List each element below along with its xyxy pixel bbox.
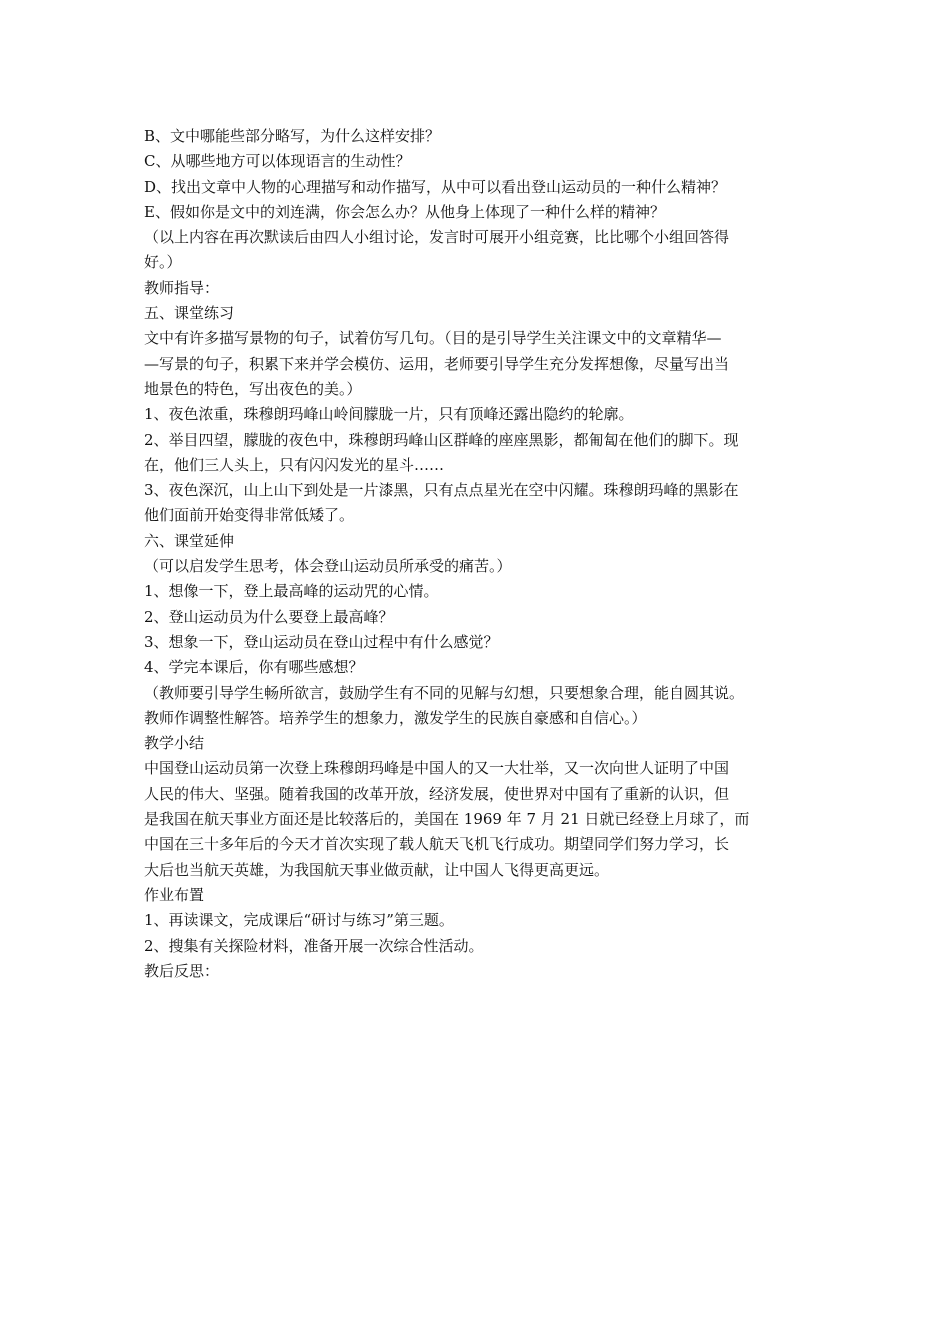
teacher-guidance-heading: 教师指导： — [144, 278, 220, 297]
summary-line-2: 人民的伟大、坚强。随着我国的改革开放，经济发展，使世界对中国有了重新的认识，但 — [144, 784, 730, 803]
homework-item-2: 2、搜集有关探险材料，准备开展一次综合性活动。 — [144, 936, 484, 955]
extension-item-1: 1、想像一下，登上最高峰的运动咒的心情。 — [144, 582, 439, 601]
practice-example-3-line-2: 他们面前开始变得非常低矮了。 — [144, 506, 355, 525]
section-heading-extension: 六、课堂延伸 — [144, 531, 235, 550]
extension-guidance-line-2: 教师作调整性解答。培养学生的想象力，激发学生的民族自豪感和自信心。） — [144, 708, 647, 727]
extension-item-3: 3、想象一下，登山运动员在登山过程中有什么感觉？ — [144, 632, 499, 651]
question-e: E、假如你是文中的刘连满，你会怎么办？从他身上体现了一种什么样的精神？ — [144, 202, 665, 221]
practice-intro-line-2: —写景的句子，积累下来并学会模仿、运用，老师要引导学生充分发挥想像，尽量写出当 — [144, 354, 730, 373]
section-heading-practice: 五、课堂练习 — [144, 304, 235, 323]
extension-guidance-line-1: （教师要引导学生畅所欲言，鼓励学生有不同的见解与幻想，只要想象合理，能自圆其说。 — [144, 683, 745, 702]
practice-example-2-line-1: 2、举目四望，朦胧的夜色中，珠穆朗玛峰山区群峰的座座黑影，都匍匐在他们的脚下。现 — [144, 430, 739, 449]
lesson-plan-text — [144, 124, 819, 984]
practice-intro-line-3: 地景色的特色，写出夜色的美。） — [144, 379, 362, 398]
homework-heading: 作业布置 — [144, 885, 205, 904]
reflection-heading: 教后反思： — [144, 961, 220, 980]
summary-line-4: 中国在三十多年后的今天才首次实现了载人航天飞机飞行成功。期望同学们努力学习，长 — [144, 835, 730, 854]
question-d: D、找出文章中人物的心理描写和动作描写，从中可以看出登山运动员的一种什么精神？ — [144, 177, 727, 196]
summary-line-5: 大后也当航天英雄，为我国航天事业做贡献，让中国人飞得更高更远。 — [144, 860, 610, 879]
summary-heading: 教学小结 — [144, 734, 205, 753]
extension-note: （可以启发学生思考，体会登山运动员所承受的痛苦。） — [144, 557, 512, 576]
discussion-note-line-2: 好。） — [144, 253, 182, 272]
practice-example-1: 1、夜色浓重，珠穆朗玛峰山岭间朦胧一片，只有顶峰还露出隐约的轮廓。 — [144, 405, 634, 424]
summary-line-1: 中国登山运动员第一次登上珠穆朗玛峰是中国人的又一大壮举，又一次向世人证明了中国 — [144, 759, 730, 778]
practice-intro-line-1: 文中有许多描写景物的句子，试着仿写几句。（目的是引导学生关注课文中的文章精华— — [144, 329, 722, 348]
homework-item-1: 1、再读课文，完成课后“研讨与练习”第三题。 — [144, 911, 454, 930]
extension-item-2: 2、登山运动员为什么要登上最高峰？ — [144, 607, 394, 626]
extension-item-4: 4、学完本课后，你有哪些感想？ — [144, 658, 364, 677]
practice-example-2-line-2: 在，他们三人头上，只有闪闪发光的星斗…… — [144, 455, 445, 474]
discussion-note-line-1: （以上内容在再次默读后由四人小组讨论，发言时可展开小组竞赛，比比哪个小组回答得 — [144, 228, 730, 247]
question-c: C、从哪些地方可以体现语言的生动性？ — [144, 152, 411, 171]
summary-line-3: 是我国在航天事业方面还是比较落后的，美国在 1969 年 7 月 21 日就已经登上月球了，而 — [144, 810, 750, 829]
practice-example-3-line-1: 3、夜色深沉，山上山下到处是一片漆黑，只有点点星光在空中闪耀。珠穆朗玛峰的黑影在 — [144, 481, 739, 500]
question-b: B、文中哪能些部分略写，为什么这样安排？ — [144, 127, 441, 145]
